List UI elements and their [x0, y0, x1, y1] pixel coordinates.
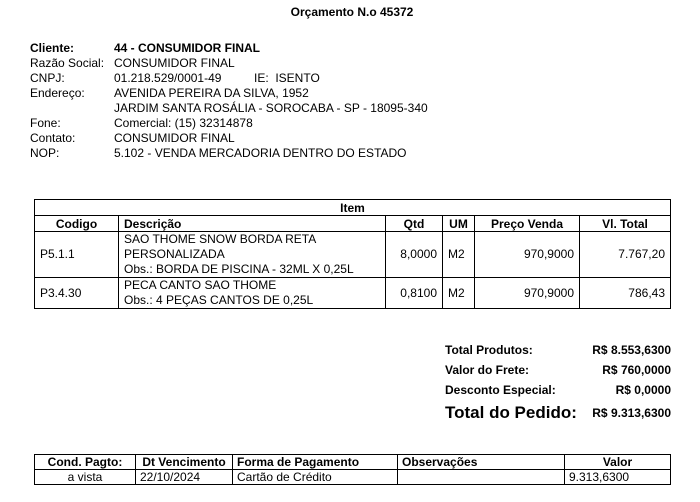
desc-line: PERSONALIZADA — [124, 247, 225, 261]
cell-codigo: P5.1.1 — [35, 232, 119, 278]
cell-codigo: P3.4.30 — [35, 278, 119, 309]
ie-value: IE: ISENTO — [254, 71, 320, 85]
total-produtos-value: R$ 8.553,6300 — [592, 343, 671, 357]
nop-label: NOP: — [30, 146, 60, 160]
table-row — [35, 470, 671, 485]
total-pedido-row — [445, 400, 671, 426]
cell-valor: 9.313,6300 — [565, 470, 671, 485]
items-table — [34, 199, 671, 309]
desconto-row — [445, 380, 671, 400]
col-vencimento: Dt Vencimento — [136, 455, 233, 470]
table-row — [35, 232, 671, 278]
col-observacoes: Observações — [398, 455, 565, 470]
document-title: Orçamento N.o 45372 — [290, 5, 414, 19]
cell-vencimento: 22/10/2024 — [136, 470, 233, 485]
cell-obs — [398, 470, 565, 485]
total-pedido-value: R$ 9.313,6300 — [592, 406, 671, 420]
items-header: Item — [35, 200, 671, 216]
desc-obs: Obs.: 4 PEÇAS CANTOS DE 0,25L — [124, 293, 314, 307]
frete-label: Valor do Frete: — [445, 363, 530, 377]
table-row — [35, 278, 671, 309]
cell-qtd: 8,0000 — [386, 232, 443, 278]
cell-qtd: 0,8100 — [386, 278, 443, 309]
desconto-label: Desconto Especial: — [445, 383, 556, 397]
col-preco: Preço Venda — [475, 216, 580, 232]
cell-um: M2 — [443, 278, 475, 309]
total-produtos-label: Total Produtos: — [445, 343, 533, 357]
cnpj-label: CNPJ: — [30, 71, 65, 85]
cnpj-value: 01.218.529/0001-49 — [114, 71, 222, 85]
endereco-label: Endereço: — [30, 86, 85, 100]
nop-value: 5.102 - VENDA MERCADORIA DENTRO DO ESTADO — [114, 146, 407, 160]
contato-value: CONSUMIDOR FINAL — [114, 131, 235, 145]
cell-total: 786,43 — [580, 278, 671, 309]
desc-obs: Obs.: BORDA DE PISCINA - 32ML X 0,25L — [124, 262, 354, 276]
desc-line: PECA CANTO SAO THOME — [124, 278, 277, 292]
fone-label: Fone: — [30, 116, 61, 130]
contato-label: Contato: — [30, 131, 76, 145]
col-total: Vl. Total — [580, 216, 671, 232]
cell-um: M2 — [443, 232, 475, 278]
col-qtd: Qtd — [386, 216, 443, 232]
col-descricao: Descrição — [119, 216, 386, 232]
razao-label: Razão Social: — [30, 56, 105, 70]
fone-value: Comercial: (15) 32314878 — [114, 116, 253, 130]
cell-descricao — [119, 278, 386, 309]
payment-table — [34, 454, 671, 485]
totals-block — [445, 340, 671, 426]
endereco-line2: JARDIM SANTA ROSÁLIA - SOROCABA - SP - 18095-340 — [114, 101, 428, 115]
razao-value: CONSUMIDOR FINAL — [114, 56, 235, 70]
total-produtos-row — [445, 340, 671, 360]
total-pedido-label: Total do Pedido: — [445, 403, 577, 422]
col-codigo: Codigo — [35, 216, 119, 232]
cell-cond: a vista — [35, 470, 136, 485]
desc-line: SAO THOME SNOW BORDA RETA — [124, 232, 317, 246]
cell-descricao — [119, 232, 386, 278]
cliente-label: Cliente: — [30, 41, 75, 55]
frete-row — [445, 360, 671, 380]
col-cond-pagto: Cond. Pagto: — [35, 455, 136, 470]
frete-value: R$ 760,0000 — [602, 363, 671, 377]
desconto-value: R$ 0,0000 — [615, 383, 671, 397]
col-um: UM — [443, 216, 475, 232]
cell-forma: Cartão de Crédito — [233, 470, 398, 485]
cell-preco: 970,9000 — [475, 232, 580, 278]
cell-preco: 970,9000 — [475, 278, 580, 309]
endereco-line1: AVENIDA PEREIRA DA SILVA, 1952 — [114, 86, 309, 100]
col-valor: Valor — [565, 455, 671, 470]
cliente-value: 44 - CONSUMIDOR FINAL — [114, 41, 261, 55]
cell-total: 7.767,20 — [580, 232, 671, 278]
col-forma: Forma de Pagamento — [233, 455, 398, 470]
